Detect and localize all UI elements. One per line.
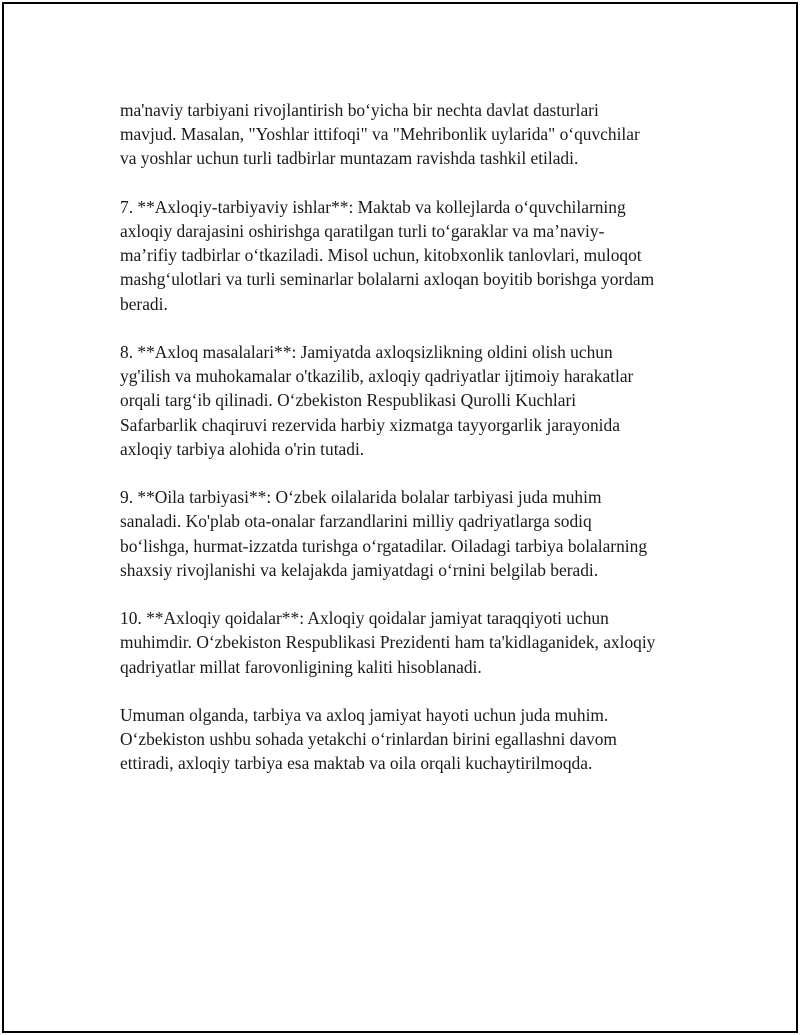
text-line: O‘zbekiston ushbu sohada yetakchi o‘rinlardan birini egallashni davom xyxy=(120,729,617,750)
text-line: sanaladi. Ko'plab ota-onalar farzandlarini milliy qadriyatlarga sodiq xyxy=(120,511,592,532)
text-line: mashg‘ulotlari va turli seminarlar bolalarni axloqan boyitib borishga yordam xyxy=(120,269,655,290)
text-line: 7. **Axloqiy-tarbiyaviy ishlar**: Maktab va kollejlarda o‘quvchilarning xyxy=(120,196,626,217)
paragraph-item-9 xyxy=(120,485,700,582)
text-line: ma’rifiy tadbirlar o‘tkaziladi. Misol uchun, kitobxonlik tanlovlari, muloqot xyxy=(120,245,642,266)
document-body xyxy=(120,98,700,800)
paragraph-item-10 xyxy=(120,606,700,679)
text-line: yg'ilish va muhokamalar o'tkazilib, axloqiy qadriyatlar ijtimoiy harakatlar xyxy=(120,366,634,387)
text-line: ettiradi, axloqiy tarbiya esa maktab va oila orqali kuchaytirilmoqda. xyxy=(120,753,593,774)
text-line: Safarbarlik chaqiruvi rezervida harbiy xizmatga tayyorgarlik jarayonida xyxy=(120,414,620,435)
text-line: 9. **Oila tarbiyasi**: O‘zbek oilalarida bolalar tarbiyasi juda muhim xyxy=(120,487,602,508)
text-line: muhimdir. O‘zbekiston Respublikasi Prezidenti ham ta'kidlaganidek, axloqiy xyxy=(120,632,656,653)
text-line: va yoshlar uchun turli tadbirlar muntazam ravishda tashkil etiladi. xyxy=(120,148,579,169)
document-page xyxy=(2,2,798,1033)
text-line: 8. **Axloq masalalari**: Jamiyatda axloqsizlikning oldini olish uchun xyxy=(120,342,613,362)
text-line: bo‘lishga, hurmat-izzatda turishga o‘rgatadilar. Oiladagi tarbiya bolalarning xyxy=(120,535,648,556)
paragraph-intro-continuation xyxy=(120,98,700,171)
text-line: axloqiy tarbiya alohida o'rin tutadi. xyxy=(120,438,365,459)
paragraph-item-8 xyxy=(120,340,700,461)
text-line: shaxsiy rivojlanishi va kelajakda jamiyatdagi o‘rnini belgilab beradi. xyxy=(120,559,599,580)
text-line: beradi. xyxy=(120,293,168,314)
text-line: qadriyatlar millat farovonligining kaliti hisoblanadi. xyxy=(120,656,482,677)
text-line: ma'naviy tarbiyani rivojlantirish bo‘yicha bir nechta davlat dasturlari xyxy=(120,100,599,120)
text-line: Umuman olganda, tarbiya va axloq jamiyat hayoti uchun juda muhim. xyxy=(120,705,609,725)
text-line: mavjud. Masalan, "Yoshlar ittifoqi" va "Mehribonlik uylarida" o‘quvchilar xyxy=(120,124,640,145)
text-line: 10. **Axloqiy qoidalar**: Axloqiy qoidalar jamiyat taraqqiyoti uchun xyxy=(120,608,609,629)
text-line: axloqiy darajasini oshirishga qaratilgan turli to‘garaklar va ma’naviy- xyxy=(120,221,605,241)
text-line: orqali targ‘ib qilinadi. O‘zbekiston Respublikasi Qurolli Kuchlari xyxy=(120,390,577,411)
paragraph-conclusion xyxy=(120,703,700,776)
paragraph-item-7 xyxy=(120,195,700,316)
